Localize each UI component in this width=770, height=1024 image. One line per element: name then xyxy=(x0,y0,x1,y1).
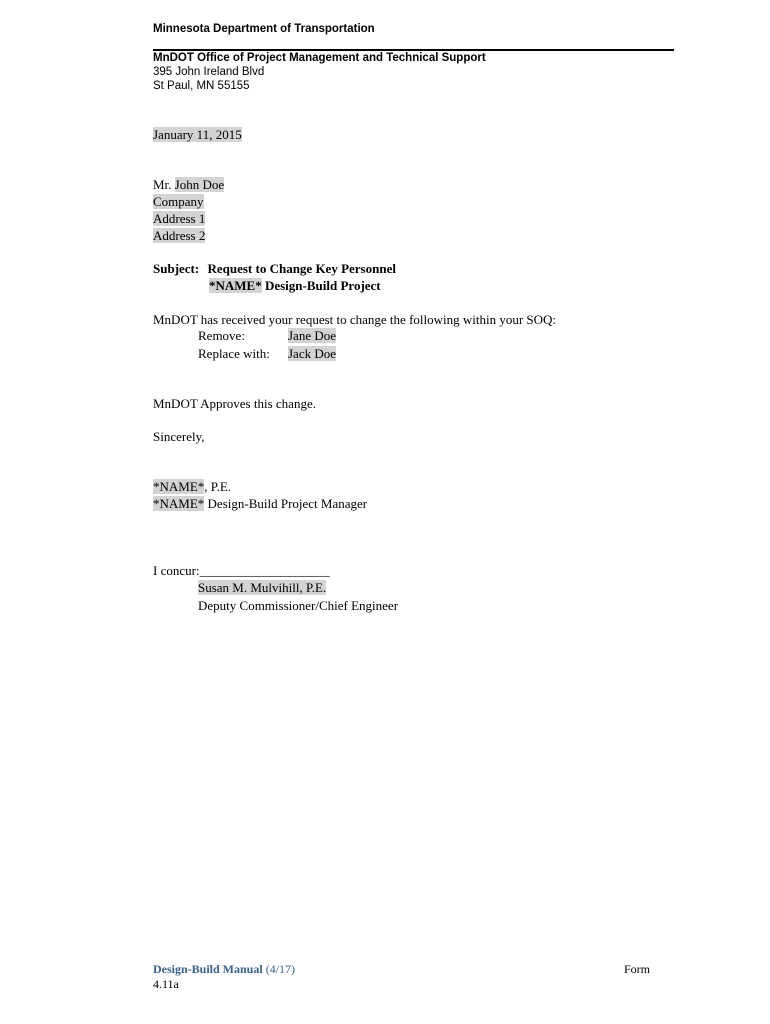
subject-project-suffix: Design-Build Project xyxy=(264,278,381,293)
footer-form-label: Form xyxy=(624,962,651,976)
signer-name-line xyxy=(153,479,231,495)
concur-signature-line: ____________________ xyxy=(199,563,330,578)
concur-name-line xyxy=(198,580,326,596)
remove-label: Remove: xyxy=(198,328,245,343)
body-intro: MnDOT has received your request to change the following within your SOQ: xyxy=(153,312,557,327)
signer-title-line xyxy=(153,496,367,512)
concur-label: I concur: xyxy=(153,563,200,578)
recipient-name: John Doe xyxy=(174,177,225,192)
concur-name: Susan M. Mulvihill, P.E. xyxy=(198,580,327,595)
recipient-salutation: Mr. xyxy=(153,177,172,192)
subject-line xyxy=(153,261,396,277)
footer-manual-line xyxy=(153,962,295,977)
subject-project-name: *NAME* xyxy=(209,278,262,293)
recipient-company-line xyxy=(153,194,204,210)
signer-title-suffix: Design-Build Project Manager xyxy=(204,496,368,511)
recipient-name-line xyxy=(153,177,224,193)
replace-value: Jack Doe xyxy=(288,346,337,361)
concur-title: Deputy Commissioner/Chief Engineer xyxy=(198,598,399,613)
signer-name-suffix: , P.E. xyxy=(204,479,232,494)
recipient-company: Company xyxy=(153,194,204,209)
footer-manual-date: (4/17) xyxy=(265,962,296,976)
subject-project-line xyxy=(209,278,381,294)
replace-label: Replace with: xyxy=(198,346,270,361)
footer-form-number: 4.11a xyxy=(153,977,179,991)
department-name: Minnesota Department of Transportation xyxy=(153,23,375,35)
office-name: MnDOT Office of Project Management and Technical Support xyxy=(153,52,486,64)
letter-date-text: January 11, 2015 xyxy=(153,127,242,142)
concur-line xyxy=(153,563,330,579)
remove-value-line xyxy=(288,328,336,344)
footer-manual-title: Design-Build Manual xyxy=(153,962,263,976)
subject-title: Request to Change Key Personnel xyxy=(207,261,396,276)
recipient-address2-line xyxy=(153,228,205,244)
office-address-line2: St Paul, MN 55155 xyxy=(153,80,250,92)
approval-text: MnDOT Approves this change. xyxy=(153,396,316,411)
subject-label: Subject: xyxy=(153,261,200,276)
replace-value-line xyxy=(288,346,336,362)
recipient-address1-line xyxy=(153,211,205,227)
header-rule xyxy=(153,49,674,51)
recipient-address2: Address 2 xyxy=(153,228,206,243)
signer-title-name: *NAME* xyxy=(153,496,205,511)
letter-date xyxy=(153,127,242,143)
office-address-line1: 395 John Ireland Blvd xyxy=(153,66,265,78)
signer-name: *NAME* xyxy=(153,479,205,494)
remove-value: Jane Doe xyxy=(288,328,337,343)
recipient-address1: Address 1 xyxy=(153,211,206,226)
closing-text: Sincerely, xyxy=(153,429,205,444)
